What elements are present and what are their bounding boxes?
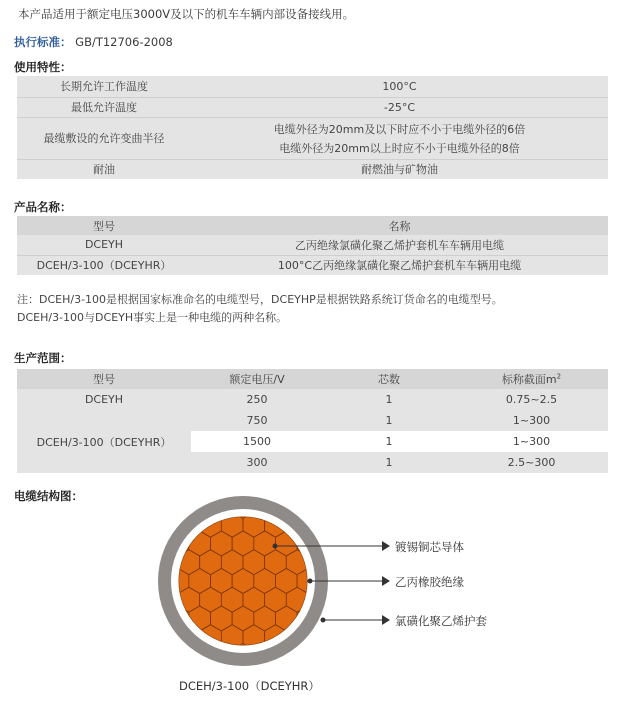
sheath-leader-dot bbox=[321, 618, 325, 622]
property-name: 最缆敷设的允许变曲半径 bbox=[17, 117, 191, 159]
table-row bbox=[17, 410, 608, 431]
standard-label: 执行标准： bbox=[14, 35, 72, 49]
cores-cell: 1 bbox=[323, 410, 455, 431]
voltage-cell: 250 bbox=[191, 389, 323, 410]
property-value: -25°C bbox=[191, 97, 608, 117]
section-cell: 0.75~2.5 bbox=[455, 389, 608, 410]
production-heading: 生产范围： bbox=[14, 351, 72, 365]
diagram-caption: DCEH/3-100（DCEYHR） bbox=[179, 679, 320, 693]
cores-cell: 1 bbox=[323, 431, 455, 452]
conductor-label: 镀锡铜芯导体 bbox=[395, 540, 464, 554]
model-cell: DCEH/3-100（DCEYHR） bbox=[17, 410, 191, 473]
property-name: 最低允许温度 bbox=[17, 97, 191, 117]
table-row bbox=[17, 159, 608, 179]
voltage-cell: 300 bbox=[191, 452, 323, 473]
name-cell: 乙丙绝缘氯磺化聚乙烯护套机车车辆用电缆 bbox=[191, 235, 608, 255]
property-name: 耐油 bbox=[17, 159, 191, 179]
properties-table bbox=[17, 76, 608, 179]
table-row bbox=[17, 117, 608, 159]
table-row bbox=[17, 389, 608, 410]
property-value-line: 电缆外径为20mm及以下时应不小于电缆外径的6倍 bbox=[273, 122, 526, 136]
conductor-leader-dot bbox=[273, 544, 277, 548]
cores-cell: 1 bbox=[323, 452, 455, 473]
column-header: 型号 bbox=[17, 216, 191, 235]
structure-heading: 电缆结构图： bbox=[14, 489, 83, 503]
section-cell: 2.5~300 bbox=[455, 452, 608, 473]
name-cell: 100°C乙丙绝缘氯磺化聚乙烯护套机车车辆用电缆 bbox=[191, 255, 608, 275]
product-names-heading: 产品名称： bbox=[14, 200, 72, 214]
insulation-leader-dot bbox=[308, 579, 312, 583]
model-cell: DCEYH bbox=[17, 235, 191, 255]
section-header-label: 标称截面m bbox=[501, 373, 557, 386]
column-header: 型号 bbox=[17, 369, 191, 389]
standard-line bbox=[14, 34, 173, 50]
table-row bbox=[17, 255, 608, 275]
voltage-cell: 1500 bbox=[191, 431, 323, 452]
intro-text: 本产品适用于额定电压3000V及以下的机车车辆内部设备接线用。 bbox=[18, 7, 355, 21]
sheath-arrow bbox=[382, 615, 390, 625]
insulation-label: 乙丙橡胶绝缘 bbox=[395, 575, 464, 589]
voltage-cell: 750 bbox=[191, 410, 323, 431]
column-header bbox=[455, 369, 608, 389]
production-table bbox=[17, 369, 608, 473]
property-value bbox=[191, 117, 608, 159]
conductor-arrow bbox=[382, 541, 390, 551]
table-row bbox=[17, 235, 608, 255]
model-cell: DCEH/3-100（DCEYHR） bbox=[17, 255, 191, 275]
note-line: 注：DCEH/3-100是根据国家标准命名的电缆型号，DCEYHP是根据铁路系统订货命名的电缆型号。 bbox=[17, 293, 503, 306]
column-header: 芯数 bbox=[323, 369, 455, 389]
sheath-label: 氯磺化聚乙烯护套 bbox=[395, 614, 487, 628]
properties-heading: 使用特性： bbox=[14, 60, 72, 74]
area-unit-superscript: 2 bbox=[556, 372, 562, 381]
table-header-row bbox=[17, 369, 608, 389]
note-line: DCEH/3-100与DCEYH事实上是一种电缆的两种名称。 bbox=[17, 311, 288, 324]
property-name: 长期允许工作温度 bbox=[17, 76, 191, 97]
insulation-arrow bbox=[382, 576, 390, 586]
column-header: 名称 bbox=[191, 216, 608, 235]
section-cell: 1~300 bbox=[455, 431, 608, 452]
table-row bbox=[17, 97, 608, 117]
model-cell: DCEYH bbox=[17, 389, 191, 410]
property-value: 100°C bbox=[191, 76, 608, 97]
table-row bbox=[17, 76, 608, 97]
product-names-table bbox=[17, 216, 608, 275]
property-value-line: 电缆外径为20mm以上时应不小于电缆外径的8倍 bbox=[279, 141, 520, 155]
cores-cell: 1 bbox=[323, 389, 455, 410]
property-value: 耐燃油与矿物油 bbox=[191, 159, 608, 179]
section-cell: 1~300 bbox=[455, 410, 608, 431]
column-header: 额定电压/V bbox=[191, 369, 323, 389]
table-header-row bbox=[17, 216, 608, 235]
standard-value: GB/T12706-2008 bbox=[75, 35, 173, 49]
